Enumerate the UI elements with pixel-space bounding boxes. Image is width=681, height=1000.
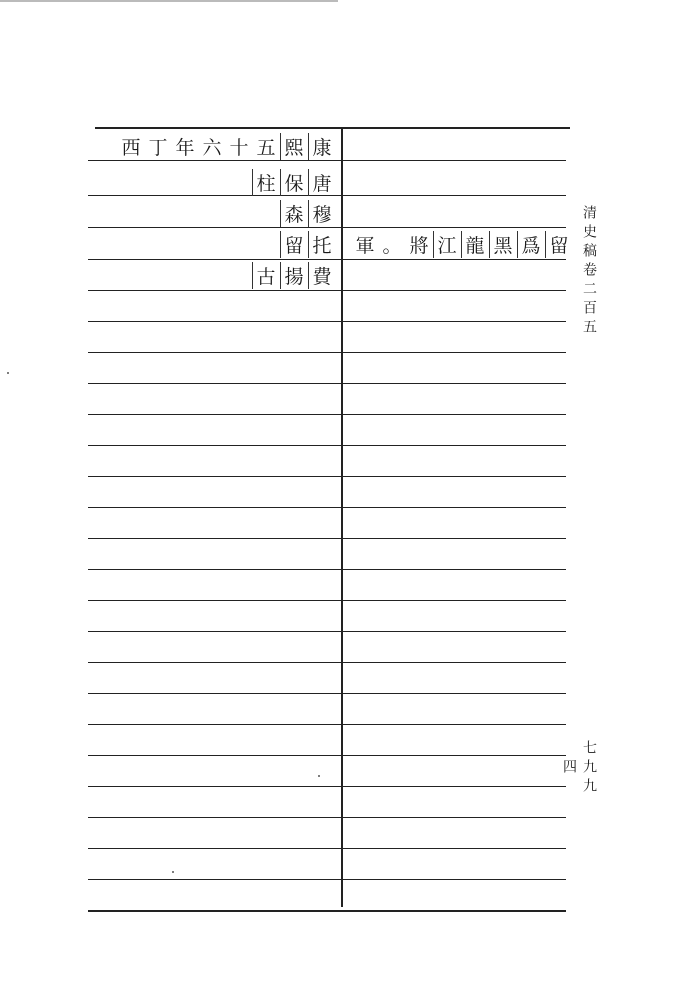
cell-char: 古 <box>252 262 280 289</box>
cell-char: 揚 <box>280 262 308 289</box>
table-rule <box>88 321 566 322</box>
cell-char: 費 <box>308 262 336 289</box>
table-row-2-left <box>280 200 336 227</box>
cell-char: 龍 <box>461 231 489 258</box>
cell-char: 穆 <box>308 200 336 227</box>
cell-char: 森 <box>280 200 308 227</box>
cell-char: 唐 <box>308 169 336 196</box>
table-rule <box>88 414 566 415</box>
table-rule <box>88 848 566 849</box>
table-rule <box>88 600 566 601</box>
table-rule <box>88 507 566 508</box>
table-row-0-left <box>118 133 336 160</box>
table-rule <box>88 259 566 260</box>
table-row-1-left <box>252 169 336 196</box>
table-rule <box>88 352 566 353</box>
cell-char: 將 <box>409 235 430 257</box>
cell-char: 六 <box>202 137 223 159</box>
table-row-3-left <box>280 231 336 258</box>
table-rule <box>88 476 566 477</box>
book-title: 清史稿卷二百五 <box>581 204 597 338</box>
table-rule <box>88 724 566 725</box>
cell-char: 丁 <box>148 137 169 159</box>
table-rule <box>88 383 566 384</box>
table-rule <box>88 755 566 756</box>
table-rule <box>88 817 566 818</box>
cell-char: 軍 <box>355 235 376 257</box>
table-rule <box>88 538 566 539</box>
scan-speck <box>172 871 174 873</box>
scan-speck <box>318 775 320 777</box>
table-rule <box>88 631 566 632</box>
cell-char: 爲 <box>517 231 545 258</box>
cell-char: 年 <box>175 137 196 159</box>
page-number: 七九九四 <box>561 739 597 797</box>
table-rule <box>88 693 566 694</box>
cell-char: 托 <box>308 231 336 258</box>
cell-char: 江 <box>433 231 461 258</box>
table-rule <box>88 290 566 291</box>
table-rule <box>88 569 566 570</box>
cell-char: 留 <box>545 231 573 258</box>
cell-char: 保 <box>280 169 308 196</box>
cell-char: 五 <box>256 137 277 159</box>
table-row-3-right <box>352 231 573 258</box>
cell-char: 。 <box>382 235 403 257</box>
cell-char: 柱 <box>252 169 280 196</box>
cell-char: 康 <box>308 133 336 160</box>
cell-char: 留 <box>280 231 308 258</box>
scan-speck <box>7 372 9 374</box>
table-rule <box>88 662 566 663</box>
table-rule <box>88 786 566 787</box>
cell-char: 十 <box>229 137 250 159</box>
table-rule <box>88 160 566 161</box>
scan-edge <box>0 0 338 2</box>
table-rule <box>88 445 566 446</box>
table-row-4-left <box>252 262 336 289</box>
table-rule <box>88 227 566 228</box>
table-rule <box>88 910 566 912</box>
cell-char: 黑 <box>489 231 517 258</box>
cell-char: 西 <box>121 137 142 159</box>
column-divider <box>341 127 343 907</box>
table-rule <box>95 127 570 129</box>
table-rule <box>88 879 566 880</box>
cell-char: 熙 <box>280 133 308 160</box>
